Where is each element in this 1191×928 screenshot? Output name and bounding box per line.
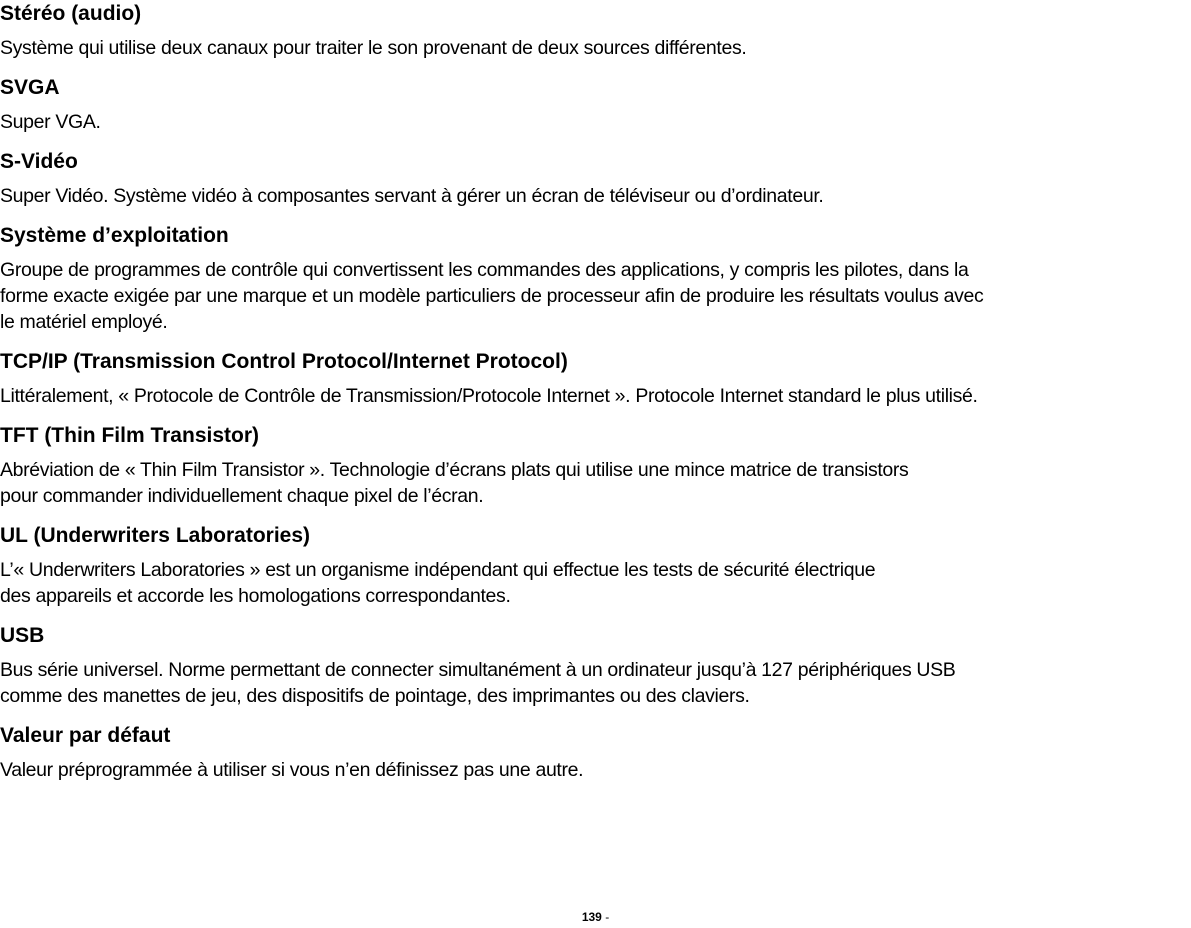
glossary-term: S-Vidéo xyxy=(0,150,78,173)
glossary-entry-tcp-ip xyxy=(0,348,1191,409)
glossary-term: Valeur par défaut xyxy=(0,724,171,747)
page-number-separator: - xyxy=(605,910,610,924)
glossary-entry-svga xyxy=(0,74,1191,135)
glossary-definition: L’« Underwriters Laboratories » est un organisme indépendant qui effectue les tests de sécurité électrique des appareils et accorde les homologations correspondantes. xyxy=(0,559,876,607)
page-number: 139 xyxy=(581,910,602,924)
glossary-entry-s-video xyxy=(0,148,1191,209)
glossary-term: Stéréo (audio) xyxy=(0,2,142,25)
glossary-term: TFT (Thin Film Transistor) xyxy=(0,424,259,447)
page-footer xyxy=(0,910,1191,924)
glossary-definition: Super VGA. xyxy=(0,111,101,133)
glossary-entry-ul xyxy=(0,522,1191,609)
glossary-definition: Super Vidéo. Système vidéo à composantes servant à gérer un écran de téléviseur ou d’ordinateur. xyxy=(0,185,824,207)
glossary-definition: Littéralement, « Protocole de Contrôle de Transmission/Protocole Internet ». Protocole Internet standard le plus utilisé. xyxy=(0,385,978,407)
glossary-term: SVGA xyxy=(0,76,60,99)
glossary-entry-stereo xyxy=(0,0,1191,61)
glossary-entry-tft xyxy=(0,422,1191,509)
glossary-definition: Bus série universel. Norme permettant de connecter simultanément à un ordinateur jusqu’à 127 périphériques USB comme des manettes de jeu, des dispositifs de pointage, des imprimantes ou des claviers. xyxy=(0,659,956,707)
glossary-term: UL (Underwriters Laboratories) xyxy=(0,524,311,547)
glossary-term: USB xyxy=(0,624,45,647)
glossary-definition: Abréviation de « Thin Film Transistor ». Technologie d’écrans plats qui utilise une mince matrice de transistors pour commander individuellement chaque pixel de l’écran. xyxy=(0,459,909,507)
glossary-definition: Valeur préprogrammée à utiliser si vous n’en définissez pas une autre. xyxy=(0,759,584,781)
glossary-entry-usb xyxy=(0,622,1191,709)
glossary-entry-valeur-par-defaut xyxy=(0,722,1191,783)
glossary-definition: Système qui utilise deux canaux pour traiter le son provenant de deux sources différentes. xyxy=(0,37,747,59)
glossary-term: TCP/IP (Transmission Control Protocol/Internet Protocol) xyxy=(0,350,568,373)
glossary-term: Système d’exploitation xyxy=(0,224,229,247)
glossary-definition: Groupe de programmes de contrôle qui convertissent les commandes des applications, y compris les pilotes, dans la forme exacte exigée par une marque et un modèle particuliers de processeur afin de produire les résultats voulus avec le matériel employé. xyxy=(0,259,984,333)
glossary-entry-systeme-exploitation xyxy=(0,222,1191,335)
